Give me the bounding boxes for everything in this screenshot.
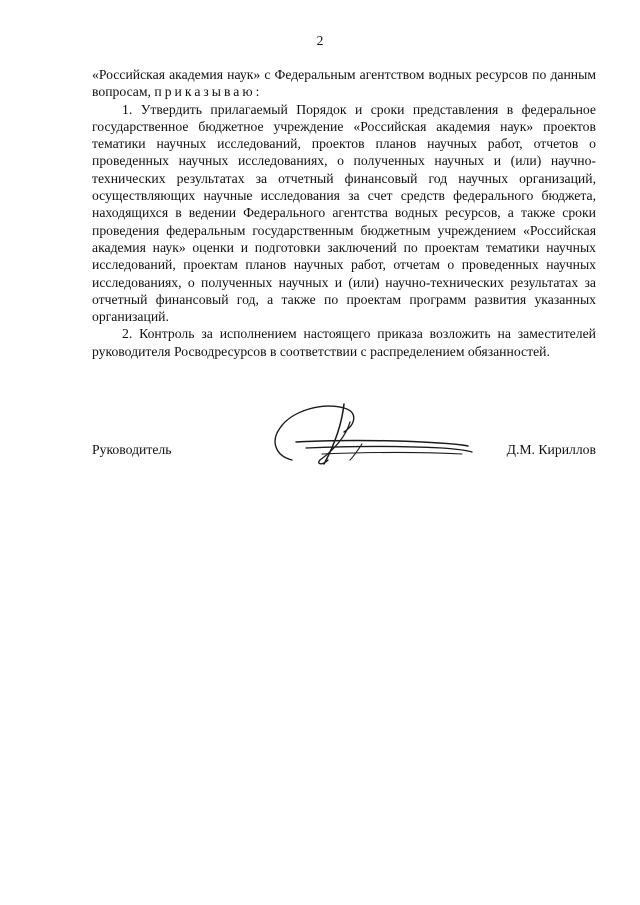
signer-name: Д.М. Кириллов (506, 442, 596, 457)
document-body (92, 66, 596, 360)
signer-position: Руководитель (92, 442, 172, 457)
order-item-2: 2. Контроль за исполнением настоящего приказа возложить на заместителей руководителя Росводресурсов в соответствии с распределением обязанностей. (92, 326, 596, 359)
order-item-1: 1. Утвердить прилагаемый Порядок и сроки представления в федеральное государственное бюджетное учреждение «Российская академия наук» проектов тематики научных исследований, проектов планов научных работ, отчетов о проведенных научных исследованиях, о полученных научных и (или) научно-технических результатах за отчетный финансовый год научных организаций, осуществляющих научные исследования за счет средств федерального бюджета, находящихся в ведении Федерального агентства водных ресурсов, а также сроки проведения федеральным государственным бюджетным учреждением «Российская академия наук» оценки и подготовки заключений по проектам тематики научных исследований, проектам планов научных работ, отчетам о проведенных научных исследованиях, о полученных научных и (или) научно-технических результатах за отчетный финансовый год, а также по проектам программ развития указанных организаций. (92, 101, 596, 325)
order-word: приказываю: (154, 84, 263, 100)
intro-paragraph (92, 66, 596, 101)
handwritten-signature (262, 398, 482, 478)
page-number: 2 (316, 33, 324, 48)
intro-line-1: «Российская академия наук» с Федеральным агентством водных ресурсов (92, 67, 529, 82)
intro-line-2-prefix: по данным вопросам, (92, 67, 596, 100)
